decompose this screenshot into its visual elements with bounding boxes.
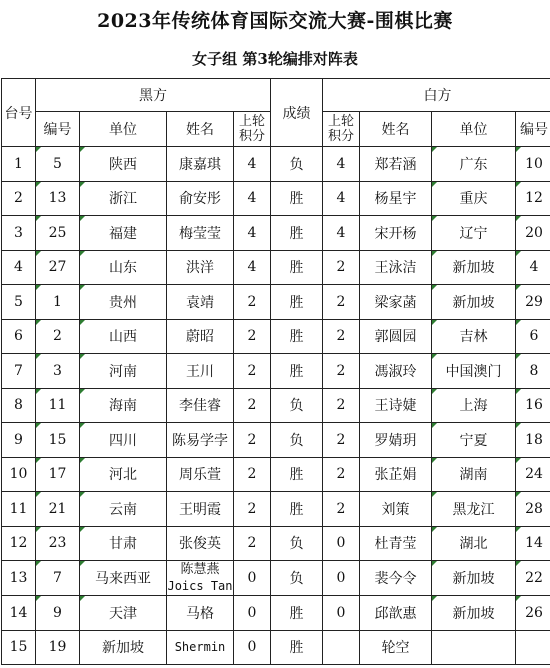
cell-white-unit: 新加坡	[432, 250, 516, 285]
cell-white-name: 刘策	[360, 492, 432, 527]
header-black-no: 编号	[36, 112, 80, 147]
cell-black-unit: 陕西	[80, 147, 167, 182]
table-row	[2, 216, 550, 251]
cell-white-unit: 新加坡	[432, 596, 516, 631]
cell-black-no: 9	[36, 596, 80, 631]
header-white-unit: 单位	[432, 112, 516, 147]
cell-black-unit: 河北	[80, 457, 167, 492]
cell-black-name: 俞安彤	[167, 181, 234, 216]
cell-result: 负	[271, 561, 323, 596]
header-white: 白方	[323, 79, 550, 112]
cell-black-prev: 2	[234, 285, 271, 320]
cell-table-no: 12	[2, 526, 36, 561]
cell-black-name: Shermin	[167, 630, 234, 665]
cell-white-name: 王诗婕	[360, 388, 432, 423]
table-row	[2, 561, 550, 596]
cell-black-no: 19	[36, 630, 80, 665]
cell-table-no: 1	[2, 147, 36, 182]
cell-result: 胜	[271, 354, 323, 389]
cell-black-no: 7	[36, 561, 80, 596]
table-row	[2, 526, 550, 561]
cell-black-name	[167, 561, 234, 596]
cell-white-prev: 0	[323, 561, 360, 596]
cell-black-no: 17	[36, 457, 80, 492]
table-row	[2, 181, 550, 216]
cell-white-no: 18	[516, 423, 550, 458]
cell-white-no: 26	[516, 596, 550, 631]
table-row	[2, 354, 550, 389]
cell-white-name: 杨星宇	[360, 181, 432, 216]
cell-result: 胜	[271, 596, 323, 631]
cell-black-unit: 云南	[80, 492, 167, 527]
cell-white-name: 杜青莹	[360, 526, 432, 561]
cell-white-prev: 2	[323, 285, 360, 320]
cell-table-no: 9	[2, 423, 36, 458]
cell-white-prev: 4	[323, 216, 360, 251]
cell-table-no: 7	[2, 354, 36, 389]
header-white-prev	[323, 112, 360, 147]
cell-black-name: 洪洋	[167, 250, 234, 285]
black-name-line2: Joics Tan	[167, 579, 233, 593]
cell-white-unit: 湖北	[432, 526, 516, 561]
cell-white-unit: 新加坡	[432, 285, 516, 320]
cell-result: 胜	[271, 181, 323, 216]
header-result: 成绩	[271, 79, 323, 147]
cell-white-name: 郑若涵	[360, 147, 432, 182]
cell-black-prev: 2	[234, 526, 271, 561]
table-row	[2, 457, 550, 492]
table-row	[2, 492, 550, 527]
cell-table-no: 6	[2, 319, 36, 354]
cell-black-no: 2	[36, 319, 80, 354]
cell-table-no: 10	[2, 457, 36, 492]
cell-black-prev: 2	[234, 319, 271, 354]
cell-black-unit: 福建	[80, 216, 167, 251]
header-black-unit: 单位	[80, 112, 167, 147]
header-black-prev-line2: 积分	[238, 129, 265, 144]
cell-black-no: 23	[36, 526, 80, 561]
cell-white-no: 6	[516, 319, 550, 354]
table-row	[2, 319, 550, 354]
cell-result: 胜	[271, 457, 323, 492]
cell-table-no: 4	[2, 250, 36, 285]
cell-result: 胜	[271, 492, 323, 527]
cell-black-prev: 2	[234, 457, 271, 492]
pairing-table	[1, 78, 550, 665]
header-black-name: 姓名	[167, 112, 234, 147]
cell-black-name: 康嘉琪	[167, 147, 234, 182]
cell-result: 胜	[271, 630, 323, 665]
cell-white-name: 馮淑玲	[360, 354, 432, 389]
cell-black-name: 陈易学孛	[167, 423, 234, 458]
header-white-prev-line1: 上轮	[327, 114, 354, 129]
cell-white-unit: 上海	[432, 388, 516, 423]
header-white-no: 编号	[516, 112, 550, 147]
cell-white-no: 16	[516, 388, 550, 423]
table-row	[2, 388, 550, 423]
header-black-prev	[234, 112, 271, 147]
cell-white-no: 12	[516, 181, 550, 216]
cell-black-no: 3	[36, 354, 80, 389]
cell-white-name: 邱歆惠	[360, 596, 432, 631]
cell-black-name: 张俊英	[167, 526, 234, 561]
cell-black-no: 5	[36, 147, 80, 182]
cell-white-unit: 湖南	[432, 457, 516, 492]
cell-white-name: 郭圆园	[360, 319, 432, 354]
cell-black-unit: 浙江	[80, 181, 167, 216]
cell-white-prev: 4	[323, 147, 360, 182]
cell-white-prev: 0	[323, 526, 360, 561]
cell-white-name: 张芷娟	[360, 457, 432, 492]
cell-white-unit: 重庆	[432, 181, 516, 216]
cell-result: 胜	[271, 319, 323, 354]
cell-result: 负	[271, 147, 323, 182]
cell-white-no: 14	[516, 526, 550, 561]
cell-result: 胜	[271, 250, 323, 285]
cell-black-name: 王川	[167, 354, 234, 389]
cell-white-prev: 2	[323, 457, 360, 492]
cell-white-unit: 吉林	[432, 319, 516, 354]
cell-white-prev	[323, 630, 360, 665]
cell-table-no: 15	[2, 630, 36, 665]
cell-result: 胜	[271, 216, 323, 251]
cell-white-no: 29	[516, 285, 550, 320]
cell-white-unit: 中国澳门	[432, 354, 516, 389]
cell-black-prev: 2	[234, 388, 271, 423]
cell-black-name: 王明霞	[167, 492, 234, 527]
cell-black-no: 15	[36, 423, 80, 458]
cell-black-prev: 2	[234, 423, 271, 458]
cell-result: 负	[271, 526, 323, 561]
cell-white-prev: 2	[323, 319, 360, 354]
cell-white-unit: 黑龙江	[432, 492, 516, 527]
cell-black-prev: 2	[234, 354, 271, 389]
cell-black-no: 21	[36, 492, 80, 527]
cell-white-no: 22	[516, 561, 550, 596]
cell-white-no: 28	[516, 492, 550, 527]
cell-table-no: 3	[2, 216, 36, 251]
cell-black-unit: 海南	[80, 388, 167, 423]
header-black-prev-line1: 上轮	[238, 114, 265, 129]
cell-table-no: 2	[2, 181, 36, 216]
cell-white-name: 裴今令	[360, 561, 432, 596]
table-row	[2, 285, 550, 320]
cell-white-no	[516, 630, 550, 665]
cell-white-no: 8	[516, 354, 550, 389]
cell-black-unit: 山东	[80, 250, 167, 285]
cell-white-prev: 2	[323, 354, 360, 389]
cell-black-prev: 4	[234, 250, 271, 285]
cell-white-unit: 新加坡	[432, 561, 516, 596]
table-row	[2, 250, 550, 285]
header-white-name: 姓名	[360, 112, 432, 147]
cell-white-no: 10	[516, 147, 550, 182]
cell-black-no: 1	[36, 285, 80, 320]
cell-table-no: 13	[2, 561, 36, 596]
cell-result: 胜	[271, 285, 323, 320]
table-row	[2, 596, 550, 631]
cell-black-no: 13	[36, 181, 80, 216]
cell-black-prev: 4	[234, 181, 271, 216]
cell-black-prev: 4	[234, 216, 271, 251]
cell-black-unit: 新加坡	[80, 630, 167, 665]
cell-white-prev: 0	[323, 596, 360, 631]
cell-white-name: 王泳洁	[360, 250, 432, 285]
cell-black-unit: 天津	[80, 596, 167, 631]
table-row	[2, 423, 550, 458]
cell-white-no: 20	[516, 216, 550, 251]
cell-black-no: 11	[36, 388, 80, 423]
cell-white-prev: 4	[323, 181, 360, 216]
cell-black-name: 周乐萱	[167, 457, 234, 492]
cell-white-prev: 2	[323, 250, 360, 285]
cell-black-unit: 河南	[80, 354, 167, 389]
cell-white-no: 4	[516, 250, 550, 285]
cell-black-unit: 马来西亚	[80, 561, 167, 596]
cell-black-unit: 四川	[80, 423, 167, 458]
cell-black-prev: 0	[234, 596, 271, 631]
cell-white-name: 罗婧玥	[360, 423, 432, 458]
cell-black-name: 梅莹莹	[167, 216, 234, 251]
cell-white-name: 宋开杨	[360, 216, 432, 251]
black-name-line1: 陈慧燕	[180, 562, 220, 577]
cell-black-unit: 贵州	[80, 285, 167, 320]
cell-white-unit	[432, 630, 516, 665]
cell-white-name: 轮空	[360, 630, 432, 665]
cell-black-name: 蔚昭	[167, 319, 234, 354]
page-subtitle: 女子组 第3轮编排对阵表	[192, 50, 358, 68]
cell-black-name: 马格	[167, 596, 234, 631]
cell-black-prev: 0	[234, 561, 271, 596]
header-white-prev-line2: 积分	[327, 129, 354, 144]
cell-result: 负	[271, 388, 323, 423]
cell-white-no: 24	[516, 457, 550, 492]
cell-white-unit: 辽宁	[432, 216, 516, 251]
cell-white-prev: 2	[323, 492, 360, 527]
cell-black-unit: 甘肃	[80, 526, 167, 561]
cell-table-no: 5	[2, 285, 36, 320]
page-title: 2023年传统体育国际交流大赛-围棋比赛	[97, 10, 453, 32]
cell-table-no: 11	[2, 492, 36, 527]
cell-white-name: 梁家菡	[360, 285, 432, 320]
table-row	[2, 147, 550, 182]
cell-result: 负	[271, 423, 323, 458]
cell-black-name: 李佳睿	[167, 388, 234, 423]
cell-black-name: 袁靖	[167, 285, 234, 320]
cell-white-unit: 广东	[432, 147, 516, 182]
cell-black-prev: 4	[234, 147, 271, 182]
cell-black-no: 25	[36, 216, 80, 251]
cell-table-no: 14	[2, 596, 36, 631]
cell-black-prev: 0	[234, 630, 271, 665]
cell-black-unit: 山西	[80, 319, 167, 354]
cell-table-no: 8	[2, 388, 36, 423]
cell-white-prev: 2	[323, 423, 360, 458]
cell-white-unit: 宁夏	[432, 423, 516, 458]
header-black: 黑方	[36, 79, 271, 112]
cell-white-prev: 2	[323, 388, 360, 423]
header-table-no: 台号	[2, 79, 36, 147]
table-row	[2, 630, 550, 665]
cell-black-prev: 2	[234, 492, 271, 527]
cell-black-no: 27	[36, 250, 80, 285]
